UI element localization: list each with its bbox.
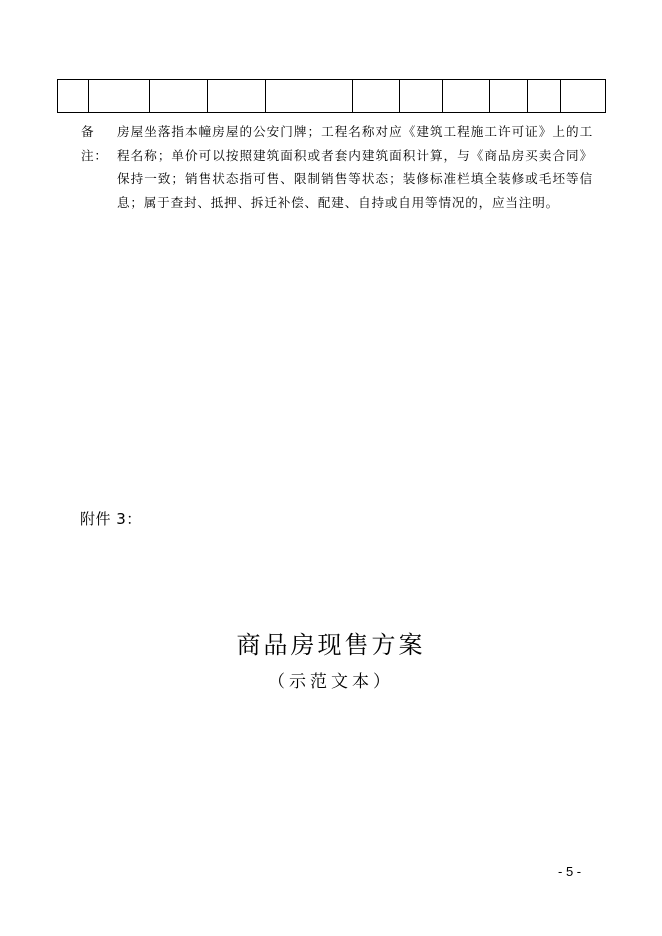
table-cell [443,80,490,113]
document-title: 商品房现售方案 [236,631,426,659]
table-cell [58,80,89,113]
document-subtitle: （示范文本） [268,672,394,692]
remarks-note [81,120,593,214]
remarks-text: 房屋坐落指本幢房屋的公安门牌；工程名称对应《建筑工程施工许可证》上的工程名称；单价可以按照建筑面积或者套内建筑面积计算，与《商品房买卖合同》保持一致；销售状态指可售、限制销售等状态；装修标准栏填全装修或毛坯等信息；属于查封、抵押、拆迁补偿、配建、自持或自用等情况的，应当注明。 [117,124,593,210]
table-cell [208,80,266,113]
remarks-label: 备注： [81,124,108,163]
table-cell [528,80,561,113]
table-cell [266,80,353,113]
table-cell [89,80,150,113]
appendix-label: 附件 3： [80,510,142,528]
table-cell [490,80,528,113]
table-cell [150,80,208,113]
table-row [58,80,606,113]
table-cell [561,80,606,113]
empty-table-row [57,79,606,113]
table-cell [353,80,400,113]
table-cell [400,80,443,113]
page-number: - 5 - [558,864,582,879]
